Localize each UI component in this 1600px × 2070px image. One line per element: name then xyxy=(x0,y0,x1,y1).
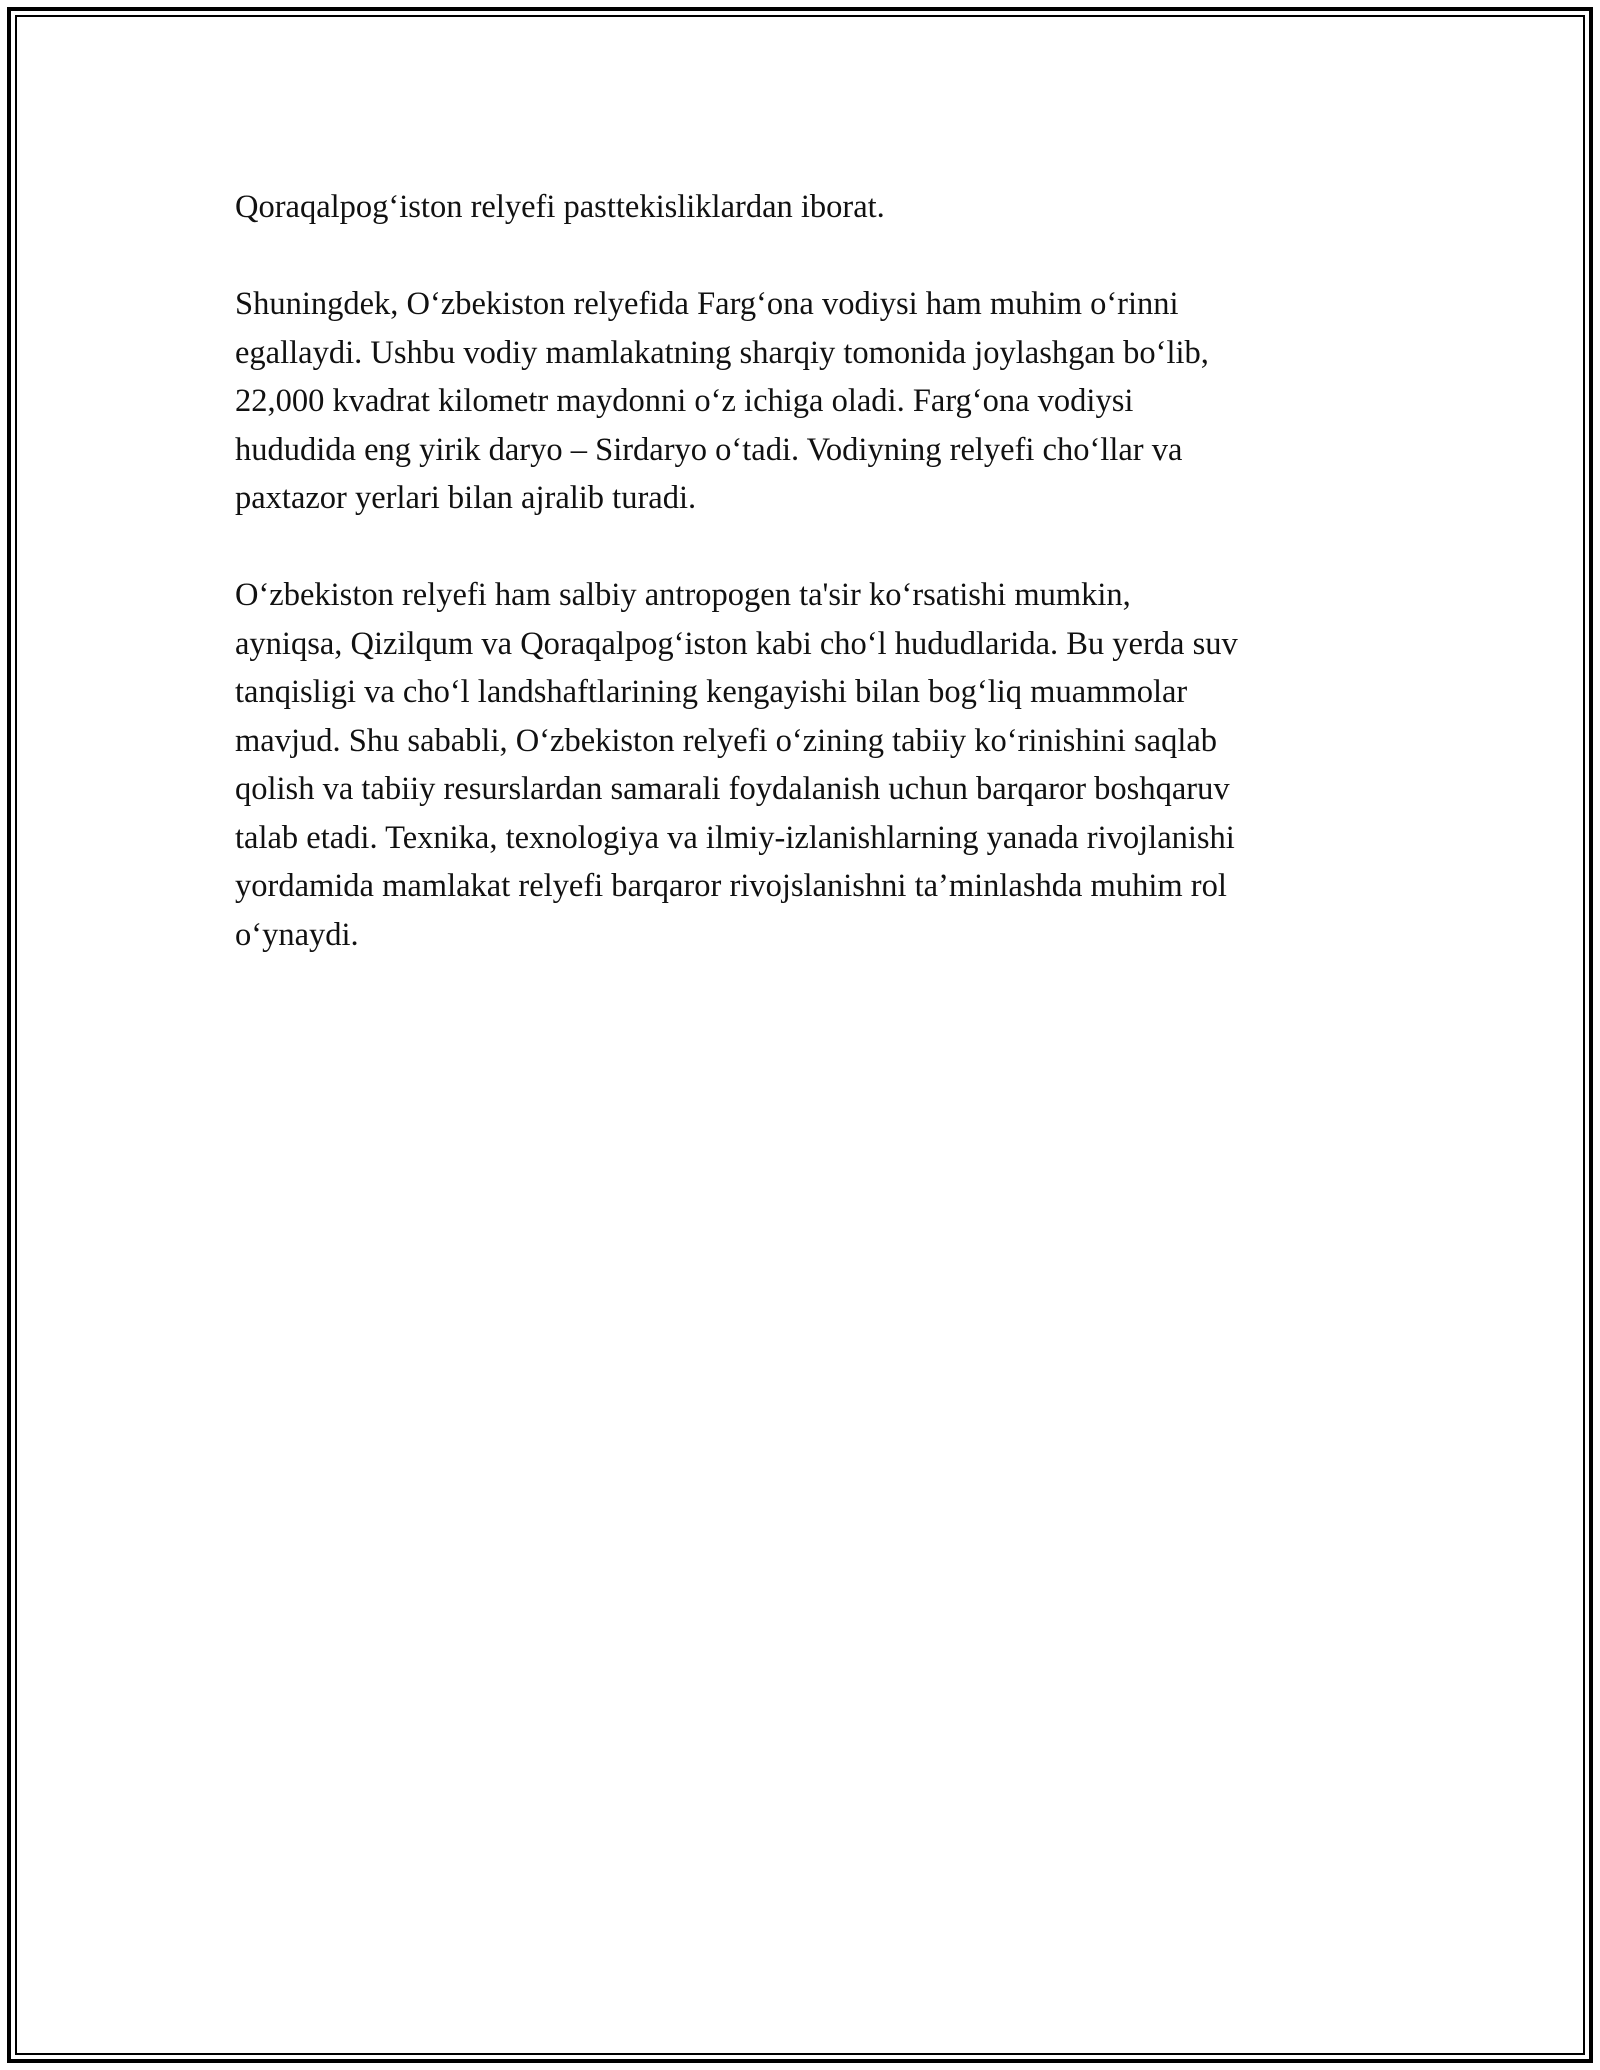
text-line: mavjud. Shu sababli, O‘zbekiston relyefi o‘zining tabiiy ko‘rinishini saqlab xyxy=(235,722,1218,759)
text-line: O‘zbekiston relyefi ham salbiy antropogen ta'sir ko‘rsatishi mumkin, xyxy=(235,577,1131,613)
text-line: talab etadi. Texnika, texnologiya va ilmiy-izlanishlarning yanada rivojlanishi xyxy=(235,819,1235,856)
text-line: Shuningdek, O‘zbekiston relyefida Farg‘ona vodiysi ham muhim o‘rinni xyxy=(235,286,1179,322)
text-line: egallaydi. Ushbu vodiy mamlakatning sharqiy tomonida joylashgan bo‘lib, xyxy=(235,334,1209,371)
paragraph-1 xyxy=(235,183,1395,232)
text-line: ayniqsa, Qizilqum va Qoraqalpog‘iston kabi cho‘l hududlarida. Bu yerda suv xyxy=(235,625,1238,662)
text-line: yordamida mamlakat relyefi barqaror rivojslanishni ta’minlashda muhim rol xyxy=(235,868,1227,904)
text-line: qolish va tabiiy resurslardan samarali foydalanish uchun barqaror boshqaruv xyxy=(235,771,1230,807)
text-line: tanqisligi va cho‘l landshaftlarining kengayishi bilan bog‘liq muammolar xyxy=(235,674,1188,710)
text-line: 22,000 kvadrat kilometr maydonni o‘z ichiga oladi. Farg‘ona vodiysi xyxy=(235,383,1134,419)
paragraph-3 xyxy=(235,571,1395,959)
document-body xyxy=(235,183,1395,959)
paragraph-2 xyxy=(235,280,1395,523)
text-line: paxtazor yerlari bilan ajralib turadi. xyxy=(235,480,697,516)
text-line: Qoraqalpog‘iston relyefi pasttekisliklardan iborat. xyxy=(235,189,885,225)
text-line: hududida eng yirik daryo – Sirdaryo o‘tadi. Vodiyning relyefi cho‘llar va xyxy=(235,431,1183,468)
text-line: o‘ynaydi. xyxy=(235,916,359,953)
